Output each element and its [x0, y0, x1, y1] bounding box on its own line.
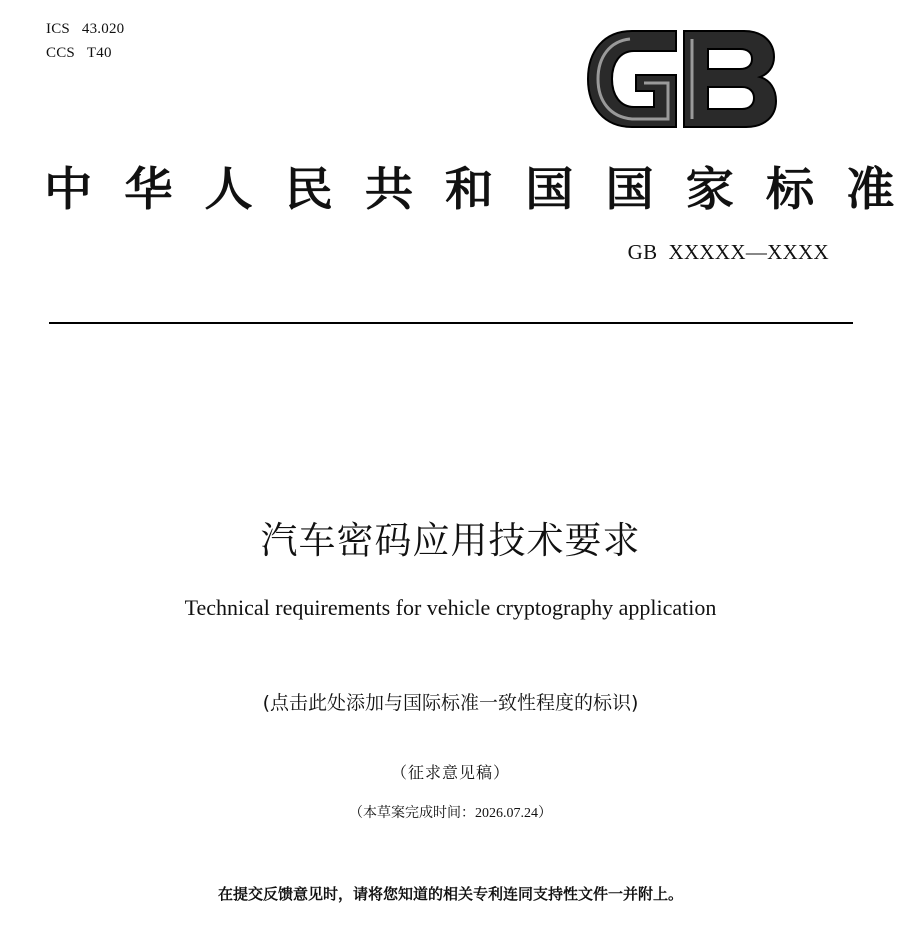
- heading-char: 国: [605, 162, 654, 216]
- conformity-placeholder: (点击此处添加与国际标准一致性程度的标识): [262, 692, 639, 714]
- heading-char: 国: [525, 162, 574, 216]
- document-title-english: Technical requirements for vehicle cryptography application: [184, 595, 717, 620]
- heading-char: 共: [364, 162, 414, 216]
- national-standard-heading: [44, 159, 894, 219]
- heading-char: 华: [124, 162, 173, 216]
- heading-char: 中: [44, 162, 93, 216]
- patent-notice: 在提交反馈意见时，请将您知道的相关专利连同支持性文件一并附上。: [217, 885, 683, 903]
- ccs-label: CCS: [46, 45, 75, 61]
- standard-number: GB XXXXX—XXXX: [627, 240, 829, 264]
- draft-completion-date: （本草案完成时间：2026.07.24）: [349, 806, 552, 821]
- heading-char: 人: [204, 162, 253, 216]
- ics-row: [46, 17, 124, 41]
- draft-status: （征求意见稿）: [390, 763, 510, 782]
- ccs-code: T40: [86, 45, 112, 61]
- classification-codes: [46, 17, 124, 65]
- heading-char: 家: [685, 162, 734, 216]
- gb-standard-logo: [584, 27, 778, 131]
- document-title-chinese: 汽车密码应用技术要求: [260, 519, 641, 562]
- ccs-row: [46, 41, 124, 65]
- horizontal-rule: [49, 322, 853, 324]
- ics-label: ICS: [46, 21, 70, 37]
- heading-char: 标: [765, 162, 815, 216]
- heading-char: 准: [846, 162, 895, 216]
- heading-char: 民: [284, 162, 333, 216]
- heading-char: 和: [445, 162, 494, 216]
- ics-code: 43.020: [81, 21, 125, 37]
